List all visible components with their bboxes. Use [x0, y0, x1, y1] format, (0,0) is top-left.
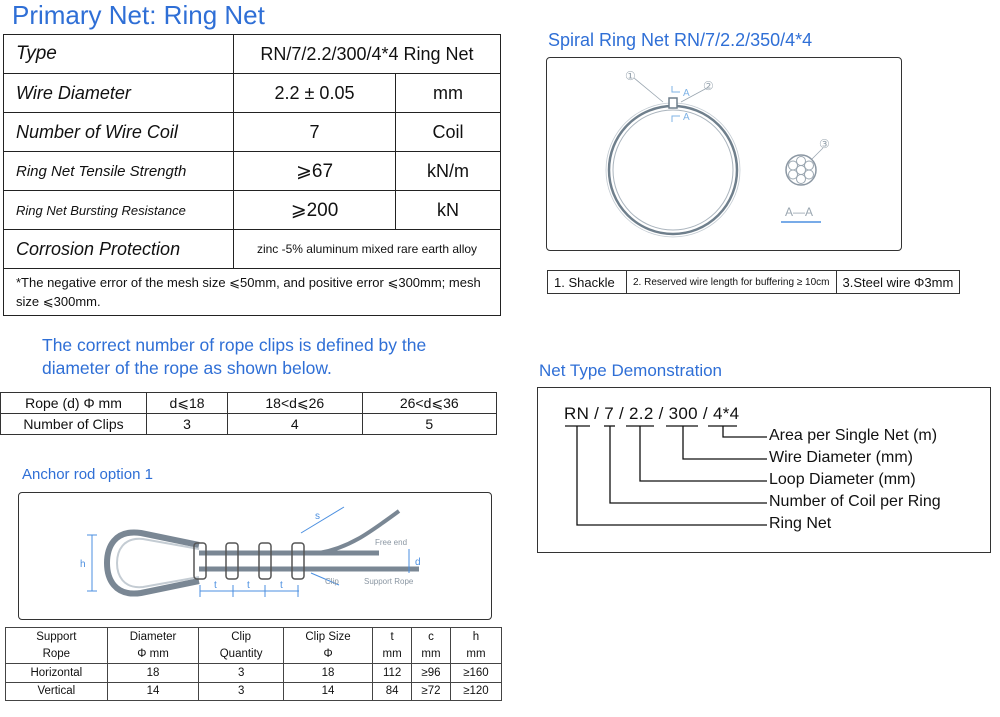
dim-s-label: s: [315, 511, 320, 522]
clip-header-col: d⩽18: [147, 393, 228, 414]
net-type-heading: Net Type Demonstration: [539, 361, 722, 380]
spec-label-wire-diameter: Wire Diameter: [4, 74, 234, 113]
net-type-code: RN / 7 / 2.2 / 300 / 4*4: [564, 404, 740, 423]
spiral-heading: Spiral Ring Net RN/7/2.2/350/4*4: [548, 30, 813, 50]
clip-row-label: Number of Clips: [1, 414, 147, 435]
legend-item: 3.Steel wire Φ3mm: [836, 271, 960, 294]
table-row: [1, 393, 497, 414]
anchor-header: c: [412, 628, 451, 646]
dim-h-label: h: [80, 559, 86, 570]
anchor-diagram: [18, 492, 492, 620]
clip-cell: 4: [228, 414, 362, 435]
anchor-cell: 112: [373, 664, 412, 683]
clip-label: Clip: [325, 577, 339, 586]
anchor-header: mm: [373, 646, 412, 664]
anchor-header: mm: [412, 646, 451, 664]
anchor-header: Φ mm: [107, 646, 199, 664]
spec-label-wire-coil: Number of Wire Coil: [4, 113, 234, 152]
support-rope-label: Support Rope: [364, 577, 414, 586]
clip-header-col: 26<d⩽36: [362, 393, 496, 414]
anchor-header: t: [373, 628, 412, 646]
table-row: [4, 113, 501, 152]
dim-t-label: t: [280, 580, 283, 591]
anchor-cell: ≥120: [450, 682, 501, 701]
anchor-cell: 18: [283, 664, 372, 683]
table-row: [6, 646, 502, 664]
anchor-heading: Anchor rod option 1: [22, 466, 153, 483]
anchor-table: [5, 627, 502, 701]
spec-value-tensile: ⩾67: [234, 152, 396, 191]
legend-item: 2. Reserved wire length for buffering ≥ 10cm: [627, 271, 837, 294]
spec-value-wire-diameter: 2.2 ± 0.05: [234, 74, 396, 113]
net-type-label-area: Area per Single Net (m): [769, 427, 938, 444]
dim-d-label: d: [415, 557, 421, 568]
spec-unit-wire-diameter: mm: [396, 74, 501, 113]
free-end-label: Free end: [375, 538, 408, 547]
table-row: [4, 230, 501, 269]
spec-value-type: RN/7/2.2/300/4*4 Ring Net: [234, 35, 501, 74]
spec-value-wire-coil: 7: [234, 113, 396, 152]
anchor-header: Support: [6, 628, 108, 646]
clip-header-rope: Rope (d) Φ mm: [1, 393, 147, 414]
anchor-cell: 3: [199, 664, 283, 683]
spiral-diagram: [546, 57, 902, 251]
net-type-label-loop: Loop Diameter (mm): [769, 471, 916, 488]
anchor-header: Quantity: [199, 646, 283, 664]
spec-table: [3, 34, 501, 316]
anchor-cell: 3: [199, 682, 283, 701]
table-row: [6, 682, 502, 701]
anchor-header: Diameter: [107, 628, 199, 646]
anchor-header: Rope: [6, 646, 108, 664]
clip-header-col: 18<d⩽26: [228, 393, 362, 414]
anchor-cell: Horizontal: [6, 664, 108, 683]
anchor-cell: 84: [373, 682, 412, 701]
table-row: [4, 152, 501, 191]
anchor-cell: 14: [107, 682, 199, 701]
anchor-header: Clip: [199, 628, 283, 646]
ring-drawing: [547, 58, 901, 250]
net-type-label-coil: Number of Coil per Ring: [769, 493, 941, 510]
spec-label-tensile: Ring Net Tensile Strength: [4, 152, 234, 191]
rope-clip-drawing: [19, 493, 491, 619]
spiral-legend: [547, 270, 960, 294]
dim-t-label: t: [247, 580, 250, 591]
spec-label-type: Type: [4, 35, 234, 74]
spec-unit-tensile: kN/m: [396, 152, 501, 191]
spec-note: *The negative error of the mesh size ⩽50mm, and positive error ⩽300mm; mesh size ⩽300mm.: [4, 269, 501, 316]
net-type-lines: [538, 388, 990, 552]
rope-clips-table: [0, 392, 497, 435]
anchor-header: h: [450, 628, 501, 646]
anchor-cell: ≥72: [412, 682, 451, 701]
anchor-cell: 18: [107, 664, 199, 683]
table-row: [4, 269, 501, 316]
section-mark-a: A: [683, 112, 690, 123]
table-row: [6, 664, 502, 683]
table-row: [548, 271, 960, 294]
anchor-header: mm: [450, 646, 501, 664]
marker-2: ②: [703, 79, 714, 93]
spec-value-bursting: ⩾200: [234, 191, 396, 230]
anchor-header: Φ: [283, 646, 372, 664]
spec-unit-bursting: kN: [396, 191, 501, 230]
table-row: [6, 628, 502, 646]
clip-cell: 3: [147, 414, 228, 435]
anchor-cell: ≥160: [450, 664, 501, 683]
net-type-diagram: [537, 387, 991, 553]
table-row: [4, 191, 501, 230]
legend-item: 1. Shackle: [548, 271, 627, 294]
dim-t-label: t: [214, 580, 217, 591]
page-title: Primary Net: Ring Net: [12, 0, 265, 30]
clip-cell: 5: [362, 414, 496, 435]
table-row: [4, 35, 501, 74]
spec-label-bursting: Ring Net Bursting Resistance: [4, 191, 234, 230]
spec-unit-wire-coil: Coil: [396, 113, 501, 152]
spec-value-corrosion: zinc -5% aluminum mixed rare earth alloy: [234, 230, 501, 269]
marker-3: ③: [819, 137, 830, 151]
section-label: A—A: [785, 205, 814, 219]
section-mark-a: A: [683, 88, 690, 99]
table-row: [1, 414, 497, 435]
anchor-header: Clip Size: [283, 628, 372, 646]
anchor-cell: 14: [283, 682, 372, 701]
net-type-label-ring: Ring Net: [769, 515, 832, 532]
marker-1: ①: [625, 69, 636, 83]
spec-label-corrosion: Corrosion Protection: [4, 230, 234, 269]
rope-clips-heading: The correct number of rope clips is defined by the diameter of the rope as shown below.: [42, 335, 427, 378]
anchor-cell: Vertical: [6, 682, 108, 701]
net-type-label-wire: Wire Diameter (mm): [769, 449, 913, 466]
table-row: [4, 74, 501, 113]
anchor-cell: ≥96: [412, 664, 451, 683]
